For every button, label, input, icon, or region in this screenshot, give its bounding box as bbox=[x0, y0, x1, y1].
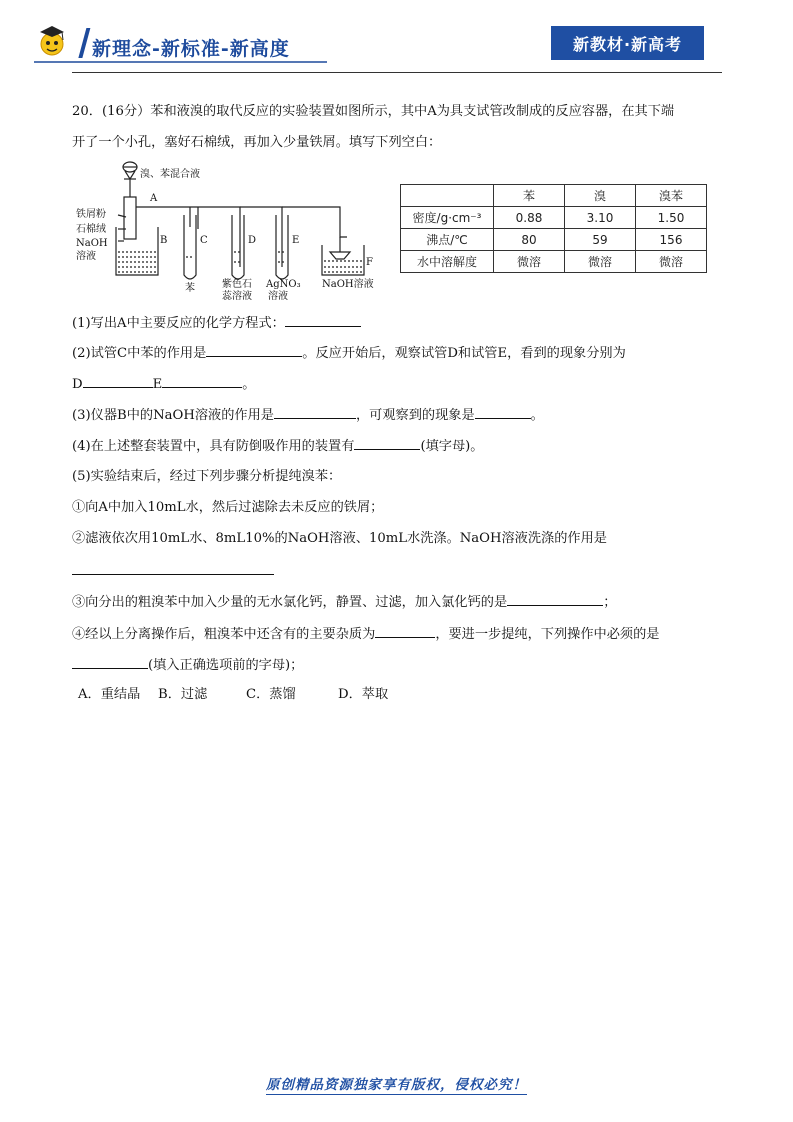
label-naoh2: 溶液 bbox=[76, 251, 96, 262]
step-4-text-b: ，要进一步提纯，下列操作中必须的是 bbox=[435, 627, 660, 642]
label-naoh1: NaOH bbox=[76, 238, 108, 249]
question-title-line2: 开了一个小孔，塞好石棉绒，再加入少量铁屑。填写下列空白： bbox=[72, 135, 442, 150]
header-divider bbox=[72, 72, 722, 73]
step-3 bbox=[72, 592, 616, 612]
step-3-text: ③向分出的粗溴苯中加入少量的无水氯化钙，静置、过滤，加入氯化钙的是 bbox=[72, 595, 508, 610]
label-asbestos: 石棉绒 bbox=[76, 224, 106, 235]
label-litmus1: 紫色石 bbox=[222, 279, 252, 290]
label-c: C bbox=[200, 235, 208, 246]
table-cell: 3.10 bbox=[565, 207, 636, 229]
table-header-cell: 苯 bbox=[494, 185, 565, 207]
step-1: ①向A中加入10mL水，然后过滤除去未反应的铁屑； bbox=[72, 500, 384, 515]
label-a: A bbox=[150, 193, 158, 204]
table-cell: 59 bbox=[565, 229, 636, 251]
label-funnel: 溴、苯混合液 bbox=[140, 169, 200, 180]
header-badge: 新教材·新高考 bbox=[551, 26, 704, 60]
table-row bbox=[401, 229, 707, 251]
table-header-cell bbox=[401, 185, 494, 207]
q4-text-a: (4)在上述整套装置中，具有防倒吸作用的装置有 bbox=[72, 439, 355, 454]
q3-text-a: (3)仪器B中的NaOH溶液的作用是 bbox=[72, 408, 274, 423]
answer-blank[interactable] bbox=[507, 592, 603, 606]
option-c: C．蒸馏 bbox=[246, 687, 296, 702]
table-cell: 水中溶解度 bbox=[401, 251, 494, 273]
table-cell: 微溶 bbox=[636, 251, 707, 273]
answer-blank[interactable] bbox=[475, 405, 531, 419]
label-naoh-sol: NaOH溶液 bbox=[322, 279, 374, 290]
step-4-answer bbox=[72, 655, 303, 675]
apparatus-diagram bbox=[72, 157, 382, 305]
footer-text: 原创精品资源独家享有版权，侵权必究！ bbox=[266, 1077, 527, 1093]
q3-text-b: ，可观察到的现象是 bbox=[355, 408, 475, 423]
label-b: B bbox=[160, 235, 168, 246]
table-row bbox=[401, 251, 707, 273]
table-header-row bbox=[401, 185, 707, 207]
question-title-line1: 20．(16分）苯和液溴的取代反应的实验装置如图所示，其中A为具支试管改制成的反应容器，在其下端 bbox=[72, 104, 675, 119]
label-agno3-2: 溶液 bbox=[268, 291, 288, 302]
answer-blank[interactable] bbox=[72, 561, 274, 575]
label-d: D bbox=[248, 235, 257, 246]
step-4-text-a: ④经以上分离操作后，粗溴苯中还含有的主要杂质为 bbox=[72, 627, 376, 642]
table-cell: 80 bbox=[494, 229, 565, 251]
item-q2 bbox=[72, 343, 626, 363]
table-row bbox=[401, 207, 707, 229]
item-q1 bbox=[72, 313, 361, 333]
q2-d-label: D bbox=[72, 377, 83, 392]
table-cell: 微溶 bbox=[565, 251, 636, 273]
label-e: E bbox=[292, 235, 300, 246]
answer-blank[interactable] bbox=[375, 624, 435, 638]
table-cell: 沸点/℃ bbox=[401, 229, 494, 251]
answer-blank[interactable] bbox=[72, 655, 148, 669]
label-iron: 铁屑粉 bbox=[76, 209, 106, 220]
q4-text-b: (填字母)。 bbox=[420, 439, 484, 454]
q2-end: 。 bbox=[242, 377, 256, 392]
q1-text: (1)写出A中主要反应的化学方程式： bbox=[72, 316, 285, 331]
step-4-text-c: (填入正确选项前的字母)； bbox=[148, 658, 304, 673]
q2-text-b: 。反应开始后，观察试管D和试管E，看到的现象分别为 bbox=[302, 346, 626, 361]
q3-end: 。 bbox=[530, 408, 544, 423]
step-3-end: ； bbox=[603, 595, 617, 610]
option-a: A．重结晶 bbox=[78, 687, 141, 702]
table-cell: 156 bbox=[636, 229, 707, 251]
item-q4 bbox=[72, 436, 483, 456]
item-q3 bbox=[72, 405, 544, 425]
table-header-cell: 溴 bbox=[565, 185, 636, 207]
step-2: ②滤液依次用10mL水、8mL10%的NaOH溶液、10mL水洗涤。NaOH溶液洗涤的作用是 bbox=[72, 531, 607, 546]
q2-e-label: E bbox=[152, 377, 163, 392]
options-row bbox=[78, 686, 388, 704]
header-slogan: 新理念-新标准-新高度 bbox=[92, 38, 290, 60]
answer-blank[interactable] bbox=[354, 436, 420, 450]
answer-blank[interactable] bbox=[285, 313, 361, 327]
step-4 bbox=[72, 624, 660, 644]
copyright-footer bbox=[0, 1073, 793, 1093]
option-b: B．过滤 bbox=[158, 687, 208, 702]
q2-text-a: (2)试管C中苯的作用是 bbox=[72, 346, 207, 361]
option-d: D．萃取 bbox=[338, 687, 389, 702]
label-benzene: 苯 bbox=[185, 283, 195, 294]
answer-blank[interactable] bbox=[162, 374, 242, 388]
table-cell: 微溶 bbox=[494, 251, 565, 273]
step-2-answer bbox=[72, 561, 274, 581]
label-agno3-1: AgNO₃ bbox=[266, 279, 301, 290]
label-f: F bbox=[366, 257, 373, 268]
table-cell: 密度/g·cm⁻³ bbox=[401, 207, 494, 229]
answer-blank[interactable] bbox=[274, 405, 356, 419]
table-header-cell: 溴苯 bbox=[636, 185, 707, 207]
item-q2-de bbox=[72, 374, 255, 394]
label-litmus2: 蕊溶液 bbox=[222, 291, 252, 302]
answer-blank[interactable] bbox=[83, 374, 153, 388]
answer-blank[interactable] bbox=[206, 343, 302, 357]
table-cell: 1.50 bbox=[636, 207, 707, 229]
properties-table bbox=[400, 184, 707, 273]
item-q5: (5)实验结束后，经过下列步骤分析提纯溴苯： bbox=[72, 469, 342, 484]
table-cell: 0.88 bbox=[494, 207, 565, 229]
